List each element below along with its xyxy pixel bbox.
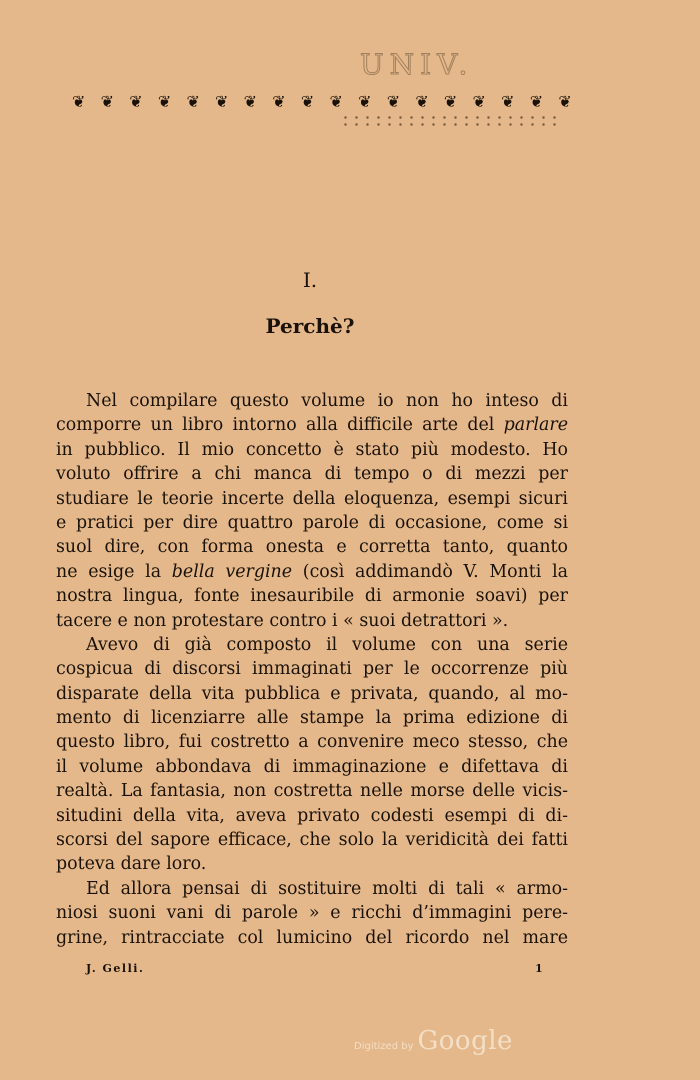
ornament-glyph: ❦ xyxy=(443,92,458,111)
ornament-glyph: ❦ xyxy=(501,92,515,111)
digitized-by-label: Digitized by xyxy=(354,1041,414,1052)
ornament-glyph: ❦ xyxy=(358,92,372,111)
text-line: grine, rintracciate col lumicino del ricordo nel mare xyxy=(56,927,568,948)
text-line: cospicua di discorsi immaginati per le occorrenze più xyxy=(56,659,568,680)
text-line: scorsi del sapore efficace, che solo la veridicità dei fatti xyxy=(56,830,568,851)
text-line: questo libro, fui costretto a convenire meco stesso, che xyxy=(56,732,568,753)
text-line: comporre un libro intorno alla difficile arte del parlare xyxy=(56,415,568,436)
ornament-glyph: ❦ xyxy=(186,92,200,111)
text-line: poteva dare loro. xyxy=(56,854,207,875)
ornament-glyph: ❦ xyxy=(386,92,401,111)
text-line: disparate della vita pubblica e privata, quando, al mo- xyxy=(56,683,568,704)
page-number: 1 xyxy=(535,962,543,975)
chapter-title: Perchè? xyxy=(265,314,355,338)
text-line: mento di licenziarre alle stampe la prima edizione di xyxy=(56,708,568,729)
ornament-glyph: ❦ xyxy=(243,92,258,111)
ornament-glyph: ❦ xyxy=(215,92,229,111)
text-line: e pratici per dire quattro parole di occasione, come si xyxy=(56,512,568,533)
text-line: tacere e non protestare contro i « suoi detrattori ». xyxy=(56,610,509,631)
text-line: realtà. La fantasia, non costretta nelle morse delle vicis- xyxy=(56,781,568,802)
ornament-glyph: ❦ xyxy=(100,92,115,111)
text-line: voluto offrire a chi manca di tempo o di mezzi per xyxy=(56,464,568,485)
text-line: in pubblico. Il mio concetto è stato più modesto. Ho xyxy=(56,439,568,460)
stamp-speckle xyxy=(340,114,560,128)
text-line: Ed allora pensai di sostituire molti di tali « armo- xyxy=(86,878,568,899)
text-line: niosi suoni vani di parole » e ricchi d’immagini pere- xyxy=(56,903,568,924)
library-stamp: UNIV. xyxy=(360,48,474,81)
ornament-glyph: ❦ xyxy=(300,92,315,111)
ornament-glyph: ❦ xyxy=(415,92,429,111)
body-text xyxy=(56,389,568,950)
ornament-glyph: ❦ xyxy=(129,92,143,111)
text-line: il volume abbondava di immaginazione e difettava di xyxy=(56,756,568,777)
ornament-glyph: ❦ xyxy=(329,92,343,111)
italic-phrase: bella vergine xyxy=(171,561,293,582)
ornament-glyph: ❦ xyxy=(157,92,172,111)
ornament-glyph: ❦ xyxy=(472,92,486,111)
google-watermark xyxy=(354,1026,513,1056)
chapter-number: I. xyxy=(302,268,318,292)
text-line: Nel compilare questo volume io non ho inteso di xyxy=(86,391,568,411)
ornament-glyph: ❦ xyxy=(558,92,572,111)
signature-mark: J. Gelli. xyxy=(86,962,145,975)
ornament-glyph: ❦ xyxy=(272,92,286,111)
text-line: ne esige la bella vergine (così addimandò V. Monti la xyxy=(56,561,569,582)
text-line: suol dire, con forma onesta e corretta tanto, quanto xyxy=(56,537,568,558)
text-line: nostra lingua, fonte inesauribile di armonie soavi) per xyxy=(56,586,568,607)
text-line: studiare le teorie incerte della eloquenza, esempi sicuri xyxy=(56,488,568,509)
ornament-border xyxy=(72,92,572,112)
text-line: situdini della vita, aveva privato codesti esempi di di- xyxy=(56,805,568,826)
ornament-glyph: ❦ xyxy=(529,92,544,111)
ornament-glyph: ❦ xyxy=(72,92,86,111)
google-logo: Google xyxy=(417,1026,513,1056)
italic-word: parlare xyxy=(503,415,568,436)
text-line: Avevo di già composto il volume con una serie xyxy=(86,634,568,655)
